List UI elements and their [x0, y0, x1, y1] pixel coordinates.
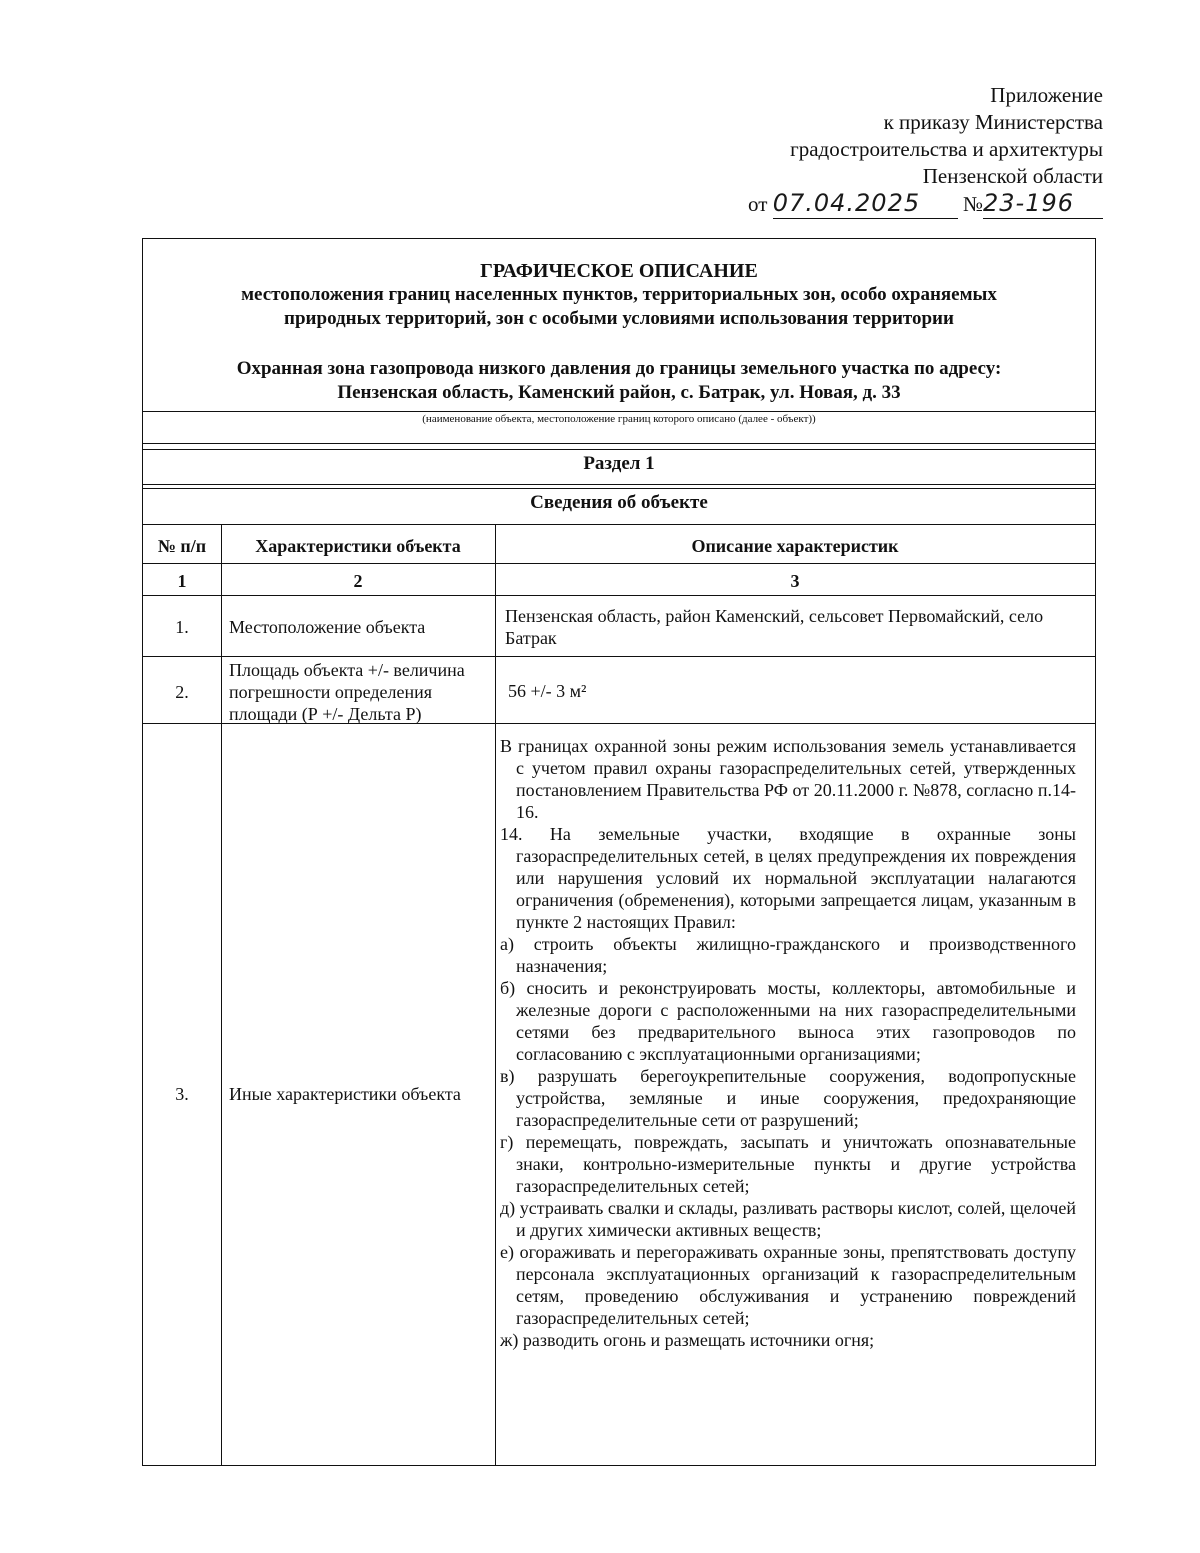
row-1-name: Местоположение объекта: [229, 617, 426, 637]
region-line: Пензенской области: [922, 164, 1103, 188]
divider: [143, 411, 1095, 412]
appendix-label: Приложение: [990, 83, 1103, 107]
document-subtitle-line1: местоположения границ населенных пунктов, территориальных зон, особо охраняемых: [241, 284, 997, 305]
row-2-num: 2.: [175, 682, 189, 702]
desc-list-item: в) разрушать берегоукрепительные сооружения, водопропускные устройства, земляные и иные сооружения, предохраняющие газораспределительные сети от разрушений;: [500, 1066, 1076, 1130]
divider: [143, 443, 1095, 444]
desc-list-item: а) строить объекты жилищно-гражданского и производственного назначения;: [500, 934, 1076, 976]
desc-list-item: е) огораживать и перегораживать охранные зоны, препятствовать доступу персонала эксплуатационных организаций к газораспределительным сетям, проведению обслуживания и устранению повреждений газораспределительных сетей;: [500, 1242, 1076, 1328]
row-2-desc: 56 +/- 3 м²: [508, 681, 587, 701]
column-number-1: 1: [177, 571, 187, 591]
divider: [143, 484, 1095, 485]
desc-paragraph: 14. На земельные участки, входящие в охранные зоны газораспределительных сетей, в целях предупреждения их повреждения или нарушения условий их нормальной эксплуатации налагаются ограничения (обременения), которыми запрещается лицам, указанным в пункте 2 настоящих Правил:: [500, 824, 1076, 932]
table-row-divider: [143, 563, 1095, 564]
date-prefix: от: [748, 192, 768, 216]
column-number-3: 3: [790, 571, 800, 591]
row-1-desc: Пензенская область, район Каменский, сельсовет Первомайский, село Батрак: [505, 606, 1044, 648]
desc-list-item: ж) разводить огонь и размещать источники огня;: [500, 1330, 875, 1350]
number-prefix: №: [962, 192, 983, 216]
divider: [143, 449, 1095, 450]
document-title-block: [143, 259, 1095, 331]
table-column-divider: [495, 524, 496, 1465]
section-subtitle: Сведения об объекте: [530, 492, 708, 513]
object-name-line2: Пензенская область, Каменский район, с. Батрак, ул. Новая, д. 33: [337, 382, 901, 403]
desc-paragraph: В границах охранной зоны режим использования земель устанавливается с учетом правил охраны газораспределительных сетей, утвержденных постановлением Правительства РФ от 20.11.2000 г. №878, согласно п.14-16.: [500, 736, 1076, 822]
appendix-header: [748, 82, 1103, 219]
table-header-characteristics: Характеристики объекта: [255, 536, 461, 556]
order-ref-line: к приказу Министерства: [883, 110, 1103, 134]
table-row-divider: [143, 723, 1095, 724]
row-2-name: Площадь объекта +/- величина погрешности определения площади (Р +/- Дельта Р): [229, 660, 465, 724]
row-3-name: Иные характеристики объекта: [229, 1084, 461, 1104]
handwritten-number: 23-196: [983, 189, 1075, 217]
table-column-divider: [221, 524, 222, 1465]
divider: [143, 488, 1095, 489]
desc-list-item: г) перемещать, повреждать, засыпать и уничтожать опознавательные знаки, контрольно-измерительные пункты и другие устройства газораспределительных сетей;: [500, 1132, 1076, 1196]
table-row-divider: [143, 595, 1095, 596]
desc-list-item: б) сносить и реконструировать мосты, коллекторы, автомобильные и железные дороги с расположенными на них газораспределительными сетями без предварительного выноса этих газопроводов по согласованию с эксплуатационными организациями;: [500, 978, 1076, 1064]
section-title: Раздел 1: [583, 453, 655, 474]
desc-list-item: д) устраивать свалки и склады, разливать растворы кислот, солей, щелочей и других химически активных веществ;: [500, 1198, 1076, 1240]
table-row-divider: [143, 656, 1095, 657]
object-name-line1: Охранная зона газопровода низкого давления до границы земельного участка по адресу:: [236, 358, 1002, 379]
document-title: ГРАФИЧЕСКОЕ ОПИСАНИЕ: [480, 260, 758, 282]
table-top-border: [143, 524, 1095, 525]
document-frame: [142, 238, 1096, 1466]
table-header-description: Описание характеристик: [691, 536, 899, 556]
table-header-num: № п/п: [157, 536, 207, 556]
row-3-num: 3.: [175, 1084, 189, 1104]
document-subtitle-line2: природных территорий, зон с особыми условиями использования территории: [284, 308, 954, 329]
column-number-2: 2: [353, 571, 363, 591]
row-1-num: 1.: [175, 617, 189, 637]
row-3-desc: [500, 735, 1076, 1351]
date-number-line: [748, 190, 1103, 219]
ministry-line: градостроительства и архитектуры: [790, 137, 1103, 161]
handwritten-date: 07.04.2025: [772, 189, 921, 217]
object-name-block: [143, 357, 1095, 405]
object-name-caption: (наименование объекта, местоположение границ которого описано (далее - объект)): [422, 413, 816, 425]
